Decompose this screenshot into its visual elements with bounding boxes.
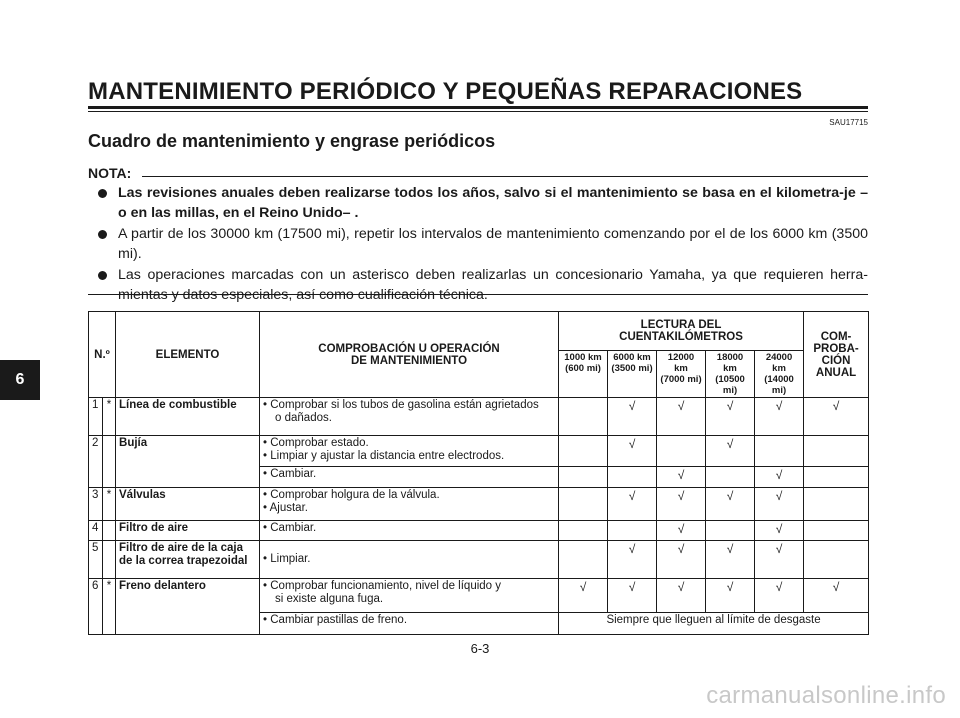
notes-rule [88,294,868,295]
check-cell [804,488,869,521]
check-cell [559,398,608,436]
check-cell [608,521,657,541]
row-operation: • Comprobar funcionamiento, nivel de líquido y si existe alguna fuga. [260,579,559,613]
nota-rule [142,176,868,177]
row-number: 3 [89,488,103,521]
check-cell [559,467,608,488]
check-cell: √ [706,541,755,579]
check-cell [608,467,657,488]
row-operation: • Cambiar. [260,521,559,541]
check-cell: √ [657,398,706,436]
row-element: Filtro de aire [116,521,260,541]
check-cell [559,436,608,467]
check-cell [804,467,869,488]
check-cell: √ [608,541,657,579]
check-cell [657,436,706,467]
check-cell [559,541,608,579]
check-cell: √ [804,579,869,613]
table-row [89,579,869,613]
check-cell: √ [755,398,804,436]
check-cell: √ [657,579,706,613]
table-row [89,398,869,436]
header-annual: COM-PROBA-CIÓN ANUAL [804,312,869,398]
header-no: N.º [89,312,116,398]
document-code: SAU17715 [829,118,868,127]
row-asterisk [103,521,116,541]
row-operation: • Comprobar estado. • Limpiar y ajustar la distancia entre electrodos. [260,436,559,467]
row-number: 5 [89,541,103,579]
table-row [89,521,869,541]
table-row [89,436,869,467]
check-cell [755,436,804,467]
check-cell [559,521,608,541]
check-cell: √ [657,521,706,541]
check-cell: √ [706,579,755,613]
table-row [89,488,869,521]
interval-header: 12000 km (7000 mi) [657,351,706,398]
row-operation: • Cambiar. [260,467,559,488]
check-cell: √ [755,488,804,521]
row-asterisk: * [103,488,116,521]
row-number: 2 [89,436,103,488]
row-operation: • Cambiar pastillas de freno. [260,613,559,635]
title-rule [88,106,868,112]
check-cell: √ [755,579,804,613]
nota-label: NOTA: [88,165,132,181]
check-cell: √ [657,488,706,521]
check-cell: √ [706,398,755,436]
check-cell: √ [657,541,706,579]
header-element: ELEMENTO [116,312,260,398]
row-element: Válvulas [116,488,260,521]
nota-item: Las operaciones marcadas con un asterisco deben realizarlas un concesionario Yamaha, ya que requieren herra-mientas y datos especiales, así como cualificación técnica. [96,265,868,305]
row-asterisk [103,436,116,488]
row-element: Bujía [116,436,260,488]
check-cell: √ [706,436,755,467]
row-element: Freno delantero [116,579,260,635]
interval-header: 1000 km (600 mi) [559,351,608,398]
row-operation: • Limpiar. [260,541,559,579]
check-cell: √ [559,579,608,613]
watermark: carmanualsonline.info [706,682,946,709]
check-cell: √ [755,521,804,541]
bullet-icon [98,189,107,198]
interval-header: 24000 km (14000 mi) [755,351,804,398]
bullet-icon [98,230,107,239]
check-cell [559,488,608,521]
check-cell: √ [755,467,804,488]
wear-limit-note: Siempre que lleguen al límite de desgaste [559,613,869,635]
table-row [89,541,869,579]
interval-header: 6000 km (3500 mi) [608,351,657,398]
maintenance-table [88,311,869,635]
check-cell [804,521,869,541]
check-cell: √ [706,488,755,521]
check-cell [706,521,755,541]
section-title: MANTENIMIENTO PERIÓDICO Y PEQUEÑAS REPARACIONES [88,78,803,105]
row-number: 4 [89,521,103,541]
row-asterisk: * [103,398,116,436]
check-cell: √ [608,436,657,467]
check-cell [804,541,869,579]
row-operation: • Comprobar si los tubos de gasolina están agrietados o dañados. [260,398,559,436]
check-cell: √ [804,398,869,436]
row-element: Línea de combustible [116,398,260,436]
row-operation: • Comprobar holgura de la válvula. • Ajustar. [260,488,559,521]
row-element: Filtro de aire de la caja de la correa trapezoidal [116,541,260,579]
page-subtitle: Cuadro de mantenimiento y engrase periódicos [88,131,496,151]
nota-item: A partir de los 30000 km (17500 mi), repetir los intervalos de mantenimiento comenzando por el de los 6000 km (3500 mi). [96,224,868,264]
table-header-row [89,312,869,351]
check-cell: √ [657,467,706,488]
nota-item: Las revisiones anuales deben realizarse todos los años, salvo si el mantenimiento se basa en el kilometra-je –o en las millas, en el Reino Unido– . [96,183,868,223]
row-number: 6 [89,579,103,635]
check-cell [706,467,755,488]
check-cell: √ [608,398,657,436]
header-odometer: LECTURA DEL CUENTAKILÓMETROS [559,312,804,351]
check-cell: √ [755,541,804,579]
row-asterisk: * [103,579,116,635]
chapter-tab: 6 [0,360,40,400]
interval-header: 18000 km (10500 mi) [706,351,755,398]
check-cell [804,436,869,467]
bullet-icon [98,271,107,280]
row-number: 1 [89,398,103,436]
header-operation: COMPROBACIÓN U OPERACIÓN DE MANTENIMIENTO [260,312,559,398]
nota-list [96,183,868,306]
check-cell: √ [608,579,657,613]
page-number: 6-3 [470,641,490,656]
row-asterisk [103,541,116,579]
check-cell: √ [608,488,657,521]
